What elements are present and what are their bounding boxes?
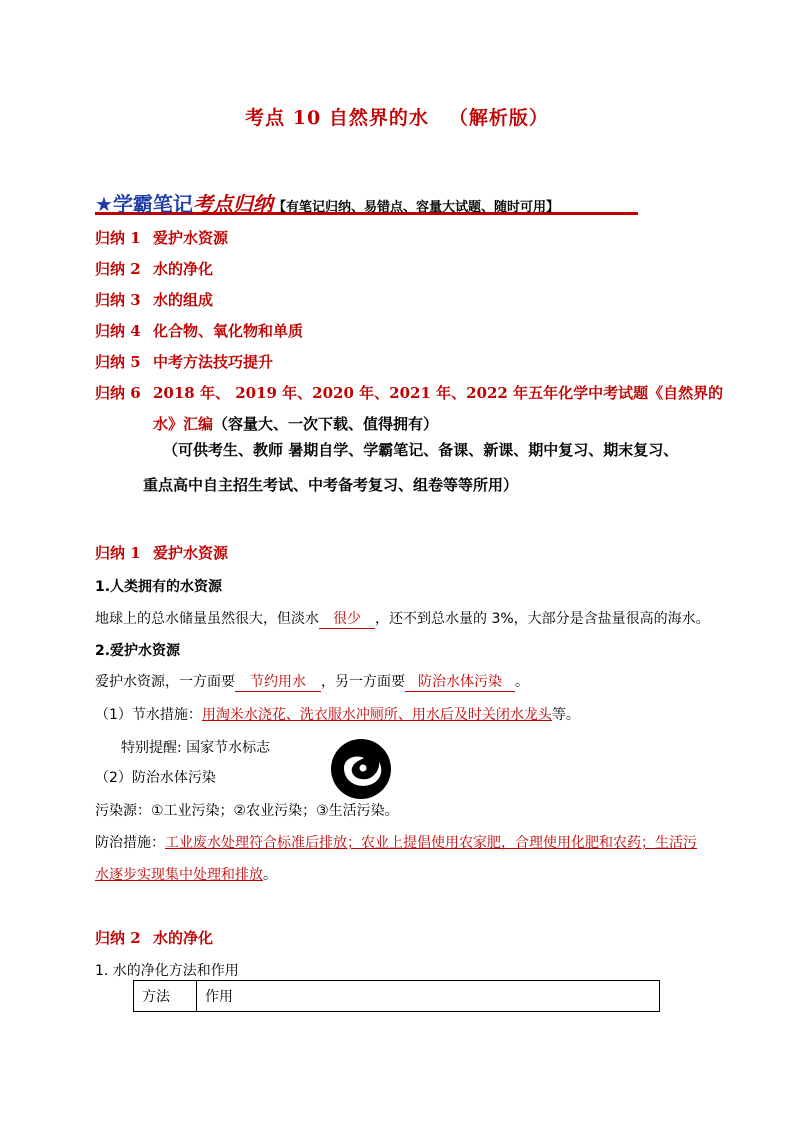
purification-methods-table (133, 980, 660, 1012)
study-notes-banner (95, 188, 638, 215)
banner-part1: 学霸笔记 (112, 192, 193, 216)
toc-item-6-line3: （可供考生、教师 暑期自学、学霸笔记、备课、新课、期中复习、期末复习、 (163, 441, 679, 459)
table-header-row (134, 981, 660, 1012)
toc-item-6-line2: 水》汇编（容量大、一次下载、值得拥有） (153, 415, 439, 433)
toc-item-4[interactable]: 归纳 4 化合物、氧化物和单质 (95, 322, 304, 340)
toc-item-2[interactable]: 归纳 2 水的净化 (95, 260, 214, 278)
s1-paragraph-7-line2: 水逐步实现集中处理和排放。 (95, 867, 277, 883)
s1-paragraph-2: 爱护水资源，一方面要 节约用水 ，另一方面要 防治水体污染 。 (95, 671, 529, 692)
table-header-cell: 作用 (197, 981, 660, 1012)
section-1-heading: 归纳 1 爱护水资源 (95, 544, 229, 562)
table-header-cell: 方法 (134, 981, 197, 1012)
toc-item-1[interactable]: 归纳 1 爱护水资源 (95, 229, 229, 247)
title-main: 考点 10 自然界的水 (245, 107, 429, 129)
answer-blank: 很少 (319, 608, 375, 629)
s1-paragraph-5: （2）防治水体污染 (95, 770, 216, 786)
s1-paragraph-7: 防治措施：工业废水处理符合标准后排放；农业上提倡使用农家肥，合理使用化肥和农药；生活污 (95, 835, 697, 851)
s1-paragraph-3: （1）节水措施：用淘米水浇花、洗衣服水冲厕所、用水后及时关闭水龙头等。 (95, 707, 580, 723)
s1-tip: 特别提醒: 国家节水标志 (121, 740, 271, 756)
s1-paragraph-1: 地球上的总水储量虽然很大，但淡水 很少 ，还不到总水量的 3%，大部分是含盐量很高的海水。 (95, 608, 710, 629)
page-title (0, 103, 794, 130)
star-icon: ★ (95, 192, 113, 216)
toc-item-5[interactable]: 归纳 5 中考方法技巧提升 (95, 353, 274, 371)
banner-part3: 【有笔记归纳、易错点、容量大试题、随时可用】 (272, 200, 559, 215)
toc-item-6-line4: 重点高中自主招生考试、中考备考复习、组卷等等所用） (143, 476, 519, 494)
answer-blank: 节约用水 (235, 671, 321, 692)
toc-item-6[interactable]: 归纳 6 2018 年、 2019 年、2020 年、2021 年、2022 年五年化学中考试题《自然界的 (95, 384, 724, 402)
s1-paragraph-6: 污染源：①工业污染；②农业污染；③生活污染。 (95, 803, 399, 819)
s1-heading-1: 1.人类拥有的水资源 (95, 579, 223, 595)
section-2-heading: 归纳 2 水的净化 (95, 929, 214, 947)
toc-item-3[interactable]: 归纳 3 水的组成 (95, 291, 214, 309)
banner-part2: 考点归纳 (192, 192, 273, 216)
water-saving-logo-icon (330, 738, 392, 800)
title-sub: （解析版） (448, 107, 549, 129)
s2-heading-1: 1. 水的净化方法和作用 (95, 963, 239, 979)
answer-blank: 防治水体污染 (405, 671, 515, 692)
s1-heading-2: 2.爱护水资源 (95, 643, 181, 659)
